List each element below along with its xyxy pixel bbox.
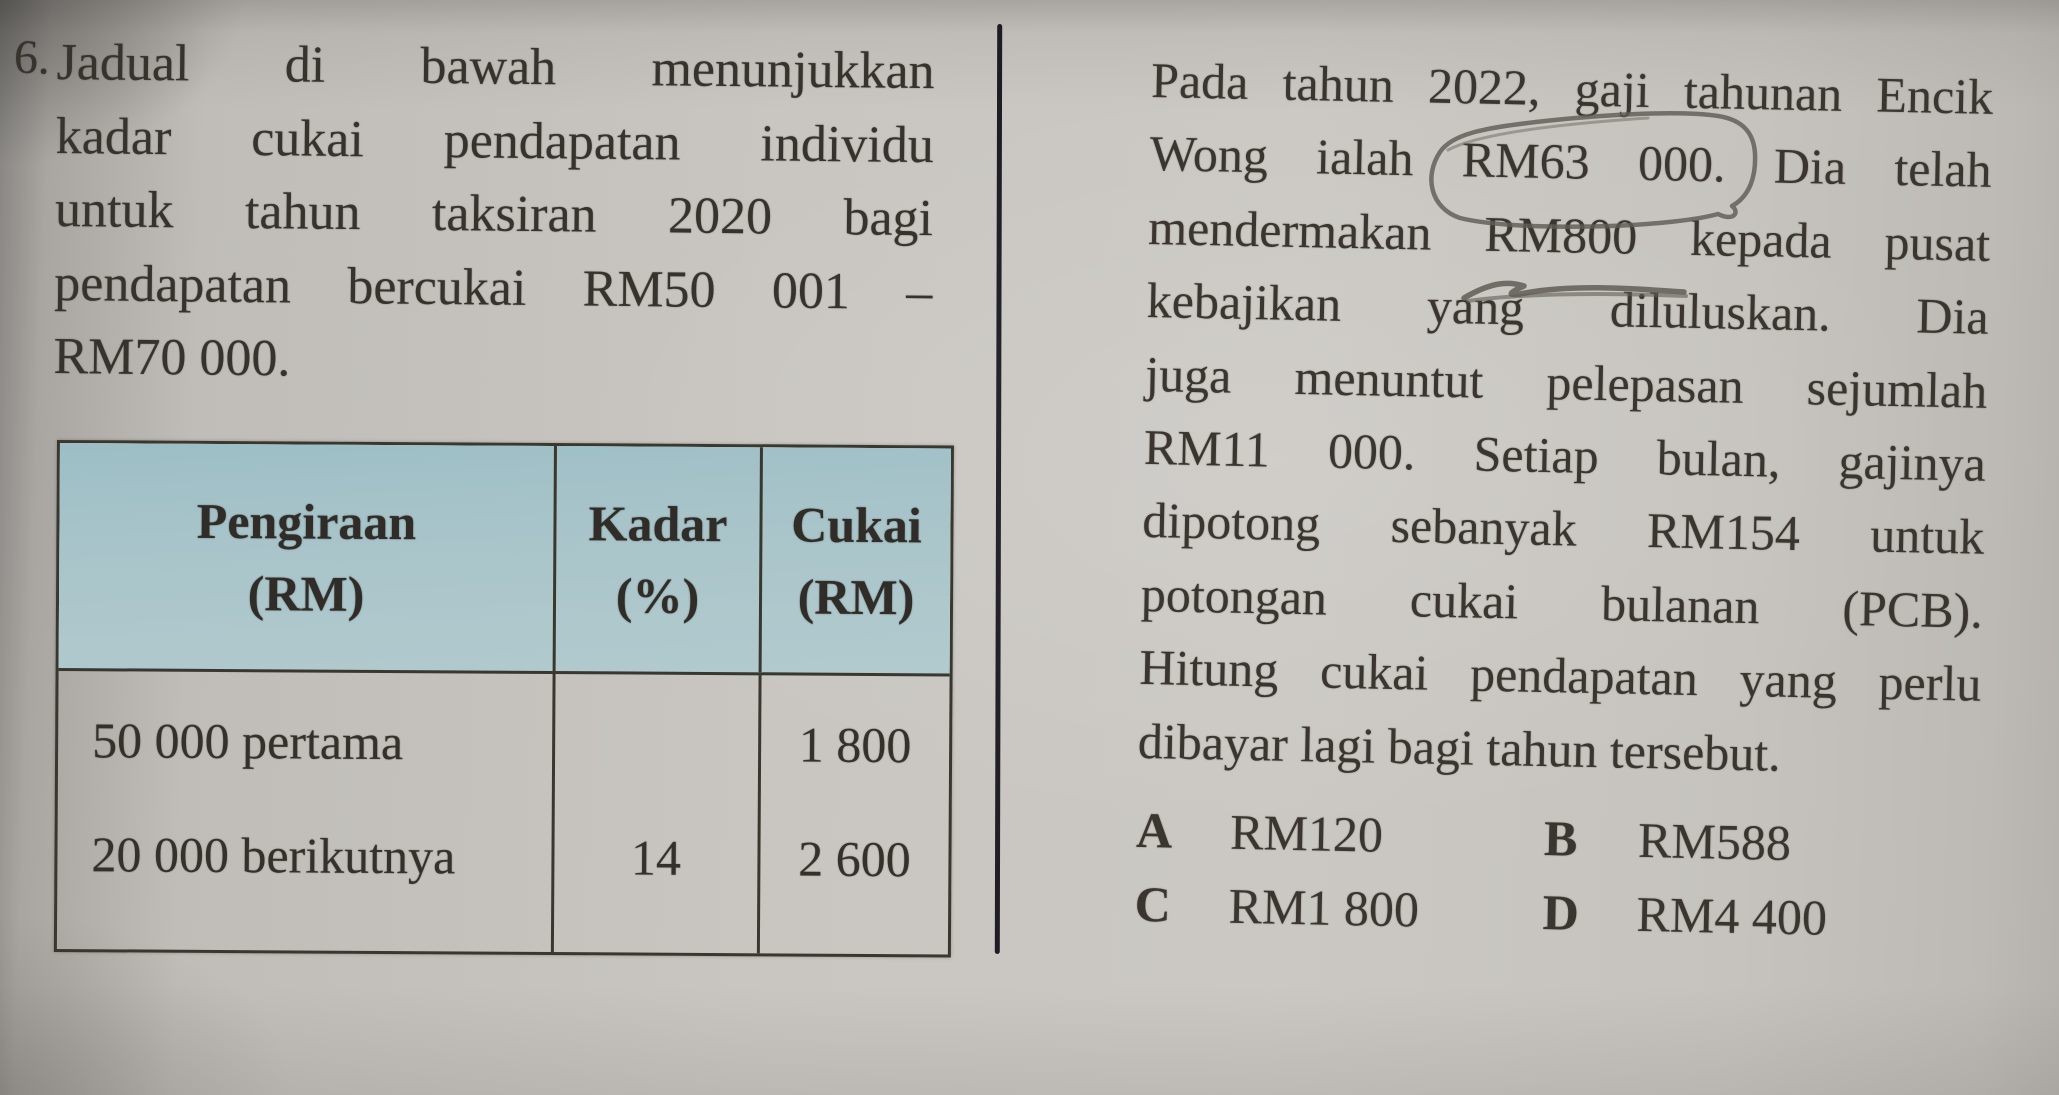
body-line: Hitung cukai pendapatan yang perlu <box>1138 639 1982 713</box>
table-cell: 14 <box>630 829 682 886</box>
intro-line: kadar cukai pendapatan individu <box>55 107 935 174</box>
table-cell: 20 000 berikutnya <box>91 826 456 885</box>
option-a <box>1136 794 1545 874</box>
intro-line: pendapatan bercukai RM50 001 – <box>54 254 933 321</box>
tax-rate-table <box>54 440 954 957</box>
body-line: dipotong sebanyak RM154 untuk <box>1141 492 1985 566</box>
body-line: juga menuntut pelepasan sejumlah <box>1144 345 1988 419</box>
question-intro-paragraph <box>53 26 935 403</box>
option-b <box>1543 802 1978 883</box>
column-pengiraan <box>57 671 556 952</box>
table-cell: 2 600 <box>798 830 911 888</box>
column-divider-line <box>995 24 1002 954</box>
intro-line: untuk tahun taksiran 2020 bagi <box>54 180 934 248</box>
option-letter: C <box>1134 875 1172 933</box>
table-body <box>57 671 950 954</box>
option-value: RM120 <box>1229 803 1384 863</box>
option-letter: A <box>1135 801 1173 859</box>
header-unit: (RM) <box>797 568 915 625</box>
table-header-row <box>59 443 951 676</box>
body-line: mendermakan RM800 kepada pusat <box>1147 198 1991 272</box>
question-number: 6. <box>13 30 51 85</box>
intro-line: RM70 000. <box>53 327 291 388</box>
option-value: RM4 400 <box>1636 885 1828 946</box>
header-label: Kadar <box>588 494 728 552</box>
question-body-paragraph <box>1134 44 1994 957</box>
column-kadar <box>554 674 762 953</box>
option-d <box>1542 876 1977 957</box>
header-unit: (RM) <box>247 564 365 622</box>
body-line: Pada tahun 2022, gaji tahunan Encik <box>1150 51 1994 125</box>
header-label: Cukai <box>791 495 922 553</box>
body-line: RM11 000. Setiap bulan, gajinya <box>1143 418 1987 492</box>
header-label: Pengiraan <box>196 492 417 550</box>
option-value: RM1 800 <box>1228 877 1420 938</box>
option-letter: B <box>1543 810 1579 867</box>
answer-options <box>1134 794 1979 957</box>
table-cell: 1 800 <box>798 716 912 774</box>
header-cell-kadar <box>556 446 763 672</box>
option-value: RM588 <box>1637 811 1792 872</box>
body-line: kebajikan yang diluluskan. Dia <box>1146 272 1990 346</box>
header-cell-pengiraan <box>59 443 557 671</box>
column-cukai <box>760 675 950 954</box>
table-cell: 50 000 pertama <box>91 712 404 771</box>
header-cell-cukai <box>762 447 951 673</box>
body-line: Wong ialah RM63 000. Dia telah <box>1149 125 1993 199</box>
option-c <box>1134 868 1543 948</box>
intro-line: Jadual di bawah menunjukkan <box>56 33 935 101</box>
header-unit: (%) <box>615 566 700 624</box>
body-line: dibayar lagi bagi tahun tersebut. <box>1137 712 1782 782</box>
option-letter: D <box>1542 884 1580 941</box>
table-cell <box>555 706 758 781</box>
body-line: potongan cukai bulanan (PCB). <box>1140 565 1984 639</box>
